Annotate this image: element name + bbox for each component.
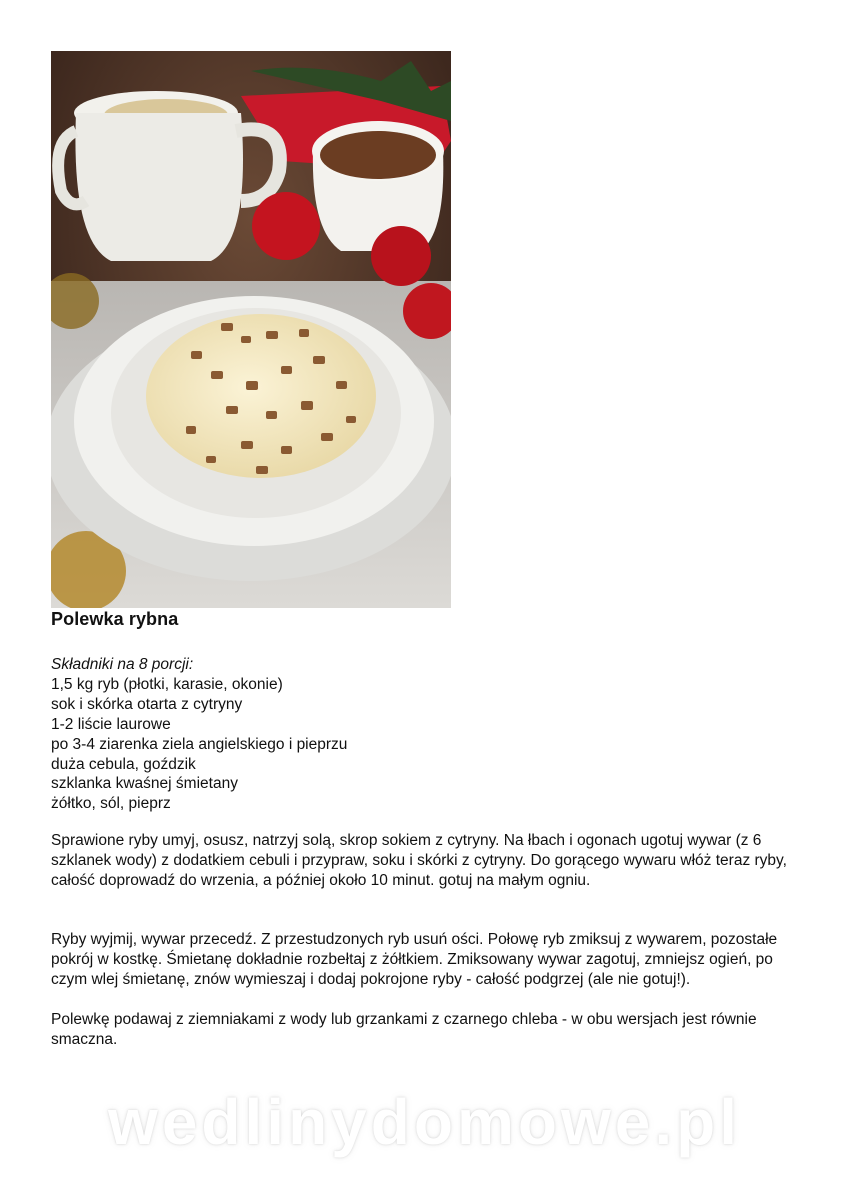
ingredient-item: 1-2 liście laurowe bbox=[51, 715, 171, 733]
soup-photo bbox=[51, 51, 451, 608]
ingredient-item: sok i skórka otarta z cytryny bbox=[51, 695, 243, 713]
ingredients-section bbox=[51, 655, 771, 814]
instructions-paragraph: Ryby wyjmij, wywar przecedź. Z przestudzonych ryb usuń ości. Połowę ryb zmiksuj z wywarem, pozostałe pokrój w kostkę. Śmietanę dokładnie rozbełtaj z żółtkiem. Zmiksowany wywar zagotuj, zmniejsz ogień, po czym wlej śmietanę, znów wymieszaj i dodaj pokrojone ryby - całość podgrzej (ale nie gotuj!). bbox=[51, 931, 778, 988]
apple bbox=[252, 192, 320, 260]
ingredient-item: szklanka kwaśnej śmietany bbox=[51, 775, 238, 793]
ingredient-item: duża cebula, goździk bbox=[51, 755, 196, 773]
crouton-bowl bbox=[312, 121, 444, 251]
serving-paragraph: Polewkę podawaj z ziemniakami z wody lub grzankami z czarnego chleba - w obu wersjach jest równie smaczna. bbox=[51, 1011, 757, 1048]
ingredient-item: żółtko, sól, pieprz bbox=[51, 795, 171, 813]
ingredients-intro: Składniki na 8 porcji: bbox=[51, 656, 194, 673]
ingredients-list bbox=[51, 675, 771, 814]
instructions-paragraph: Sprawione ryby umyj, osusz, natrzyj solą, skrop sokiem z cytryny. Na łbach i ogonach ugotuj wywar (z 6 szklanek wody) z dodatkiem cebuli i przypraw, soku i skórki z cytryny. Do gorącego wywaru włóż teraz ryby, całość doprowadź do wrzenia, a później około 10 minut. gotuj na małym ogniu. bbox=[51, 832, 787, 889]
recipe-title: Polewka rybna bbox=[51, 609, 179, 629]
apple bbox=[371, 226, 431, 286]
watermark: wedlinydomowe.pl bbox=[108, 1086, 741, 1158]
ingredient-item: po 3-4 ziarenka ziela angielskiego i pieprzu bbox=[51, 735, 348, 753]
ingredient-item: 1,5 kg ryb (płotki, karasie, okonie) bbox=[51, 675, 283, 693]
